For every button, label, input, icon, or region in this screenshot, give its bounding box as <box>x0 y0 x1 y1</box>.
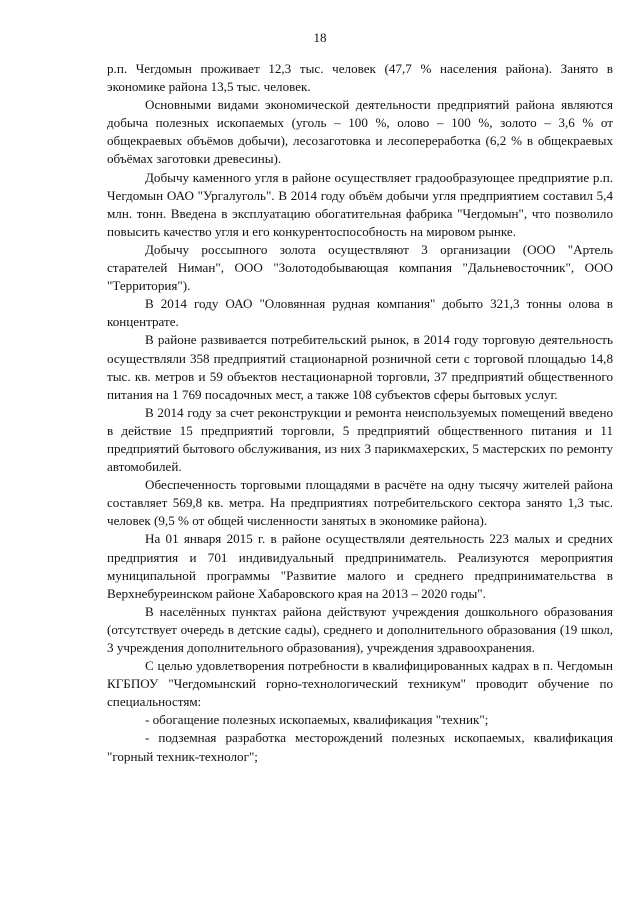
paragraph: Обеспеченность торговыми площадями в расчёте на одну тысячу жителей района составляет 569,8 кв. метра. На предприятиях потребительского сектора занято 1,3 тыс. человек (9,5 % от общей численности занятых в экономике района). <box>107 477 613 529</box>
paragraph: В населённых пунктах района действуют учреждения дошкольного образования (отсутствует очередь в детские сады), среднего и дополнительного образования (19 школ, 3 учреждения дополнительного образования), учреждения здравоохранения. <box>107 603 613 655</box>
list-item: - обогащение полезных ископаемых, квалификация "техник"; <box>145 712 489 728</box>
paragraph: р.п. Чегдомын проживает 12,3 тыс. человек (47,7 % населения района). Занято в экономике района 13,5 тыс. человек. <box>107 61 613 95</box>
paragraph: С целью удовлетворения потребности в квалифицированных кадрах в п. Чегдомын КГБПОУ "Чегдомынский горно-технологический техникум" проводит обучение по специальностям: <box>107 658 613 710</box>
paragraph: В районе развивается потребительский рынок, в 2014 году торговую деятельность осуществляли 358 предприятий стационарной розничной сети с торговой площадью 14,8 тыс. кв. метров и 59 объектов нестационарной торговли, 37 предприятий общественного питания на 1 769 посадочных мест, а также 108 субъектов сферы бытовых услуг. <box>107 332 613 402</box>
paragraph: Добычу россыпного золота осуществляют 3 организации (ООО "Артель старателей Ниман", ООО "Золотодобывающая компания "Дальневосточник", ООО "Территория"). <box>107 241 613 294</box>
list-item: - подземная разработка месторождений полезных ископаемых, квалификация "горный техник-технолог"; <box>107 730 613 764</box>
page-number: 18 <box>313 30 327 45</box>
paragraph: Основными видами экономической деятельности предприятий района являются добыча полезных ископаемых (уголь – 100 %, олово – 100 %, золото – 3,6 % от общекраевых объёмов добычи), лесозаготовка и лесопереработка (6,2 % в общекраевых объёмах заготовки древесины). <box>107 97 613 167</box>
paragraph: В 2014 году ОАО "Оловянная рудная компания" добыто 321,3 тонны олова в концентрате. <box>107 296 613 330</box>
paragraph: Добычу каменного угля в районе осуществляет градообразующее предприятие р.п. Чегдомын ОАО "Ургалуголь". В 2014 году объём добычи угля предприятием составил 5,4 млн. тонн. Введена в эксплуатацию обогатительная фабрика "Чегдомын", что позволило повысить качество угля и его конкурентоспособность на мировом рынке. <box>107 169 613 239</box>
paragraph: В 2014 году за счет реконструкции и ремонта неиспользуемых помещений введено в действие 15 предприятий торговли, 5 предприятий общественного питания и 11 предприятий бытового обслуживания, из них 3 парикмахерских, 5 мастерских по ремонту автомобилей. <box>107 404 613 475</box>
document-body <box>107 60 613 766</box>
paragraph: На 01 января 2015 г. в районе осуществляли деятельность 223 малых и средних предприятия и 701 индивидуальный предприниматель. Реализуются мероприятия муниципальной программы "Развитие малого и среднего предпринимательства в Верхнебуреинском районе Хабаровского края на 2013 – 2020 годы". <box>107 531 613 601</box>
